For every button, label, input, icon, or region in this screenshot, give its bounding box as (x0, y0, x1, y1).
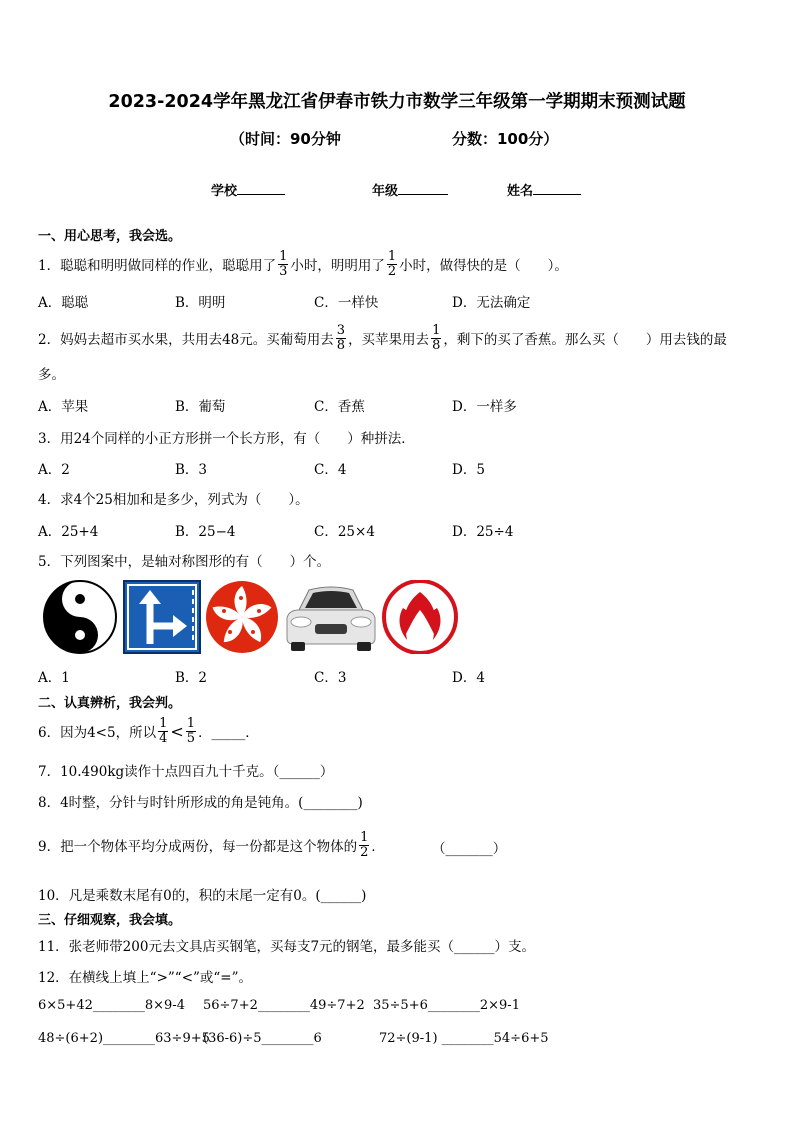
q3-option-a[interactable]: A．2 (38, 462, 70, 478)
fraction: $\frac{1}{3}$ (279, 248, 288, 279)
compare-item[interactable]: (36-6)÷5________6 (203, 1031, 322, 1046)
q2-text-b: ，买苹果用去 (348, 332, 430, 348)
exam-score: 分数：100分） (452, 130, 559, 148)
q1-option-c[interactable]: C．一样快 (314, 295, 379, 311)
q5-option-b[interactable]: B．2 (175, 670, 208, 686)
red-logo-icon (381, 580, 459, 654)
car-icon (283, 580, 379, 654)
q3-option-b[interactable]: B．3 (175, 462, 208, 478)
bauhinia-flower-icon (203, 580, 281, 654)
q1-option-d[interactable]: D．无法确定 (452, 295, 531, 311)
fraction: $\frac{1}{2}$ (387, 248, 397, 279)
grade-label: 年级 (372, 184, 399, 199)
compare-item[interactable]: 48÷(6+2)________63÷9+5 (38, 1031, 210, 1046)
question-1 (38, 244, 568, 284)
traffic-sign-icon (123, 580, 201, 654)
q1-text-b: 小时，明明用了 (290, 258, 385, 274)
school-field[interactable] (211, 180, 285, 199)
q4-option-c[interactable]: C．25×4 (314, 524, 375, 540)
question-6 (38, 712, 259, 750)
school-label: 学校 (211, 184, 238, 199)
question-3: 3．用24个同样的小正方形拼一个长方形，有（ ）种拼法． (38, 431, 415, 447)
q9-text-a: 9．把一个物体平均分成两份，每一份都是这个物体的 (38, 839, 358, 855)
question-11[interactable]: 11．张老师带200元去文具店买钢笔，买每支7元的钢笔，最多能买（______）支。 (38, 939, 536, 955)
q6-text-a: 6．因为4<5，所以 (38, 725, 157, 741)
question-5: 5．下列图案中，是轴对称图形的有（ ）个。 (38, 554, 331, 570)
section-2-heading: 二、认真辨析，我会判。 (38, 696, 182, 711)
q2-option-c[interactable]: C．香蕉 (314, 399, 365, 415)
compare-item[interactable]: 6×5+42________8×9-4 (38, 998, 185, 1013)
q2-text-a: 2．妈妈去超市买水果，共用去48元。买葡萄用去 (38, 332, 334, 348)
compare-item[interactable]: 72÷(9-1) ________54÷6+5 (379, 1031, 549, 1046)
q5-option-d[interactable]: D．4 (452, 670, 485, 686)
grade-blank[interactable] (398, 181, 448, 195)
q1-text-a: 1．聪聪和明明做同样的作业，聪聪用了 (38, 258, 277, 274)
section-3-heading: 三、仔细观察，我会填。 (38, 913, 182, 928)
q1-option-a[interactable]: A．聪聪 (38, 295, 89, 311)
question-8[interactable]: 8．4时整，分针与时针所形成的角是钝角。(________) (38, 795, 363, 811)
q1-option-b[interactable]: B．明明 (175, 295, 226, 311)
question-12: 12．在横线上填上“>”“<”或“=”。 (38, 970, 253, 986)
q3-option-d[interactable]: D．5 (452, 462, 485, 478)
section-1-heading: 一、用心思考，我会选。 (38, 229, 182, 244)
less-than-sign: < (170, 721, 184, 741)
fraction: $\frac{1}{4}$ (159, 715, 168, 746)
q2-option-d[interactable]: D．一样多 (452, 399, 517, 415)
yin-yang-icon (41, 580, 119, 654)
q4-option-d[interactable]: D．25÷4 (452, 524, 514, 540)
question-4: 4．求4个25相加和是多少，列式为（ ）。 (38, 492, 309, 508)
q4-option-b[interactable]: B．25−4 (175, 524, 236, 540)
fraction: $\frac{1}{5}$ (186, 715, 196, 746)
q2-text-c: ，剩下的买了香蕉。那么买（ ）用去钱的最 (443, 332, 727, 348)
q2-text-d: 多。 (38, 367, 65, 383)
name-label: 姓名 (507, 184, 534, 199)
name-blank[interactable] (533, 181, 581, 195)
q4-option-a[interactable]: A．25+4 (38, 524, 99, 540)
q3-option-c[interactable]: C．4 (314, 462, 347, 478)
q2-option-a[interactable]: A．苹果 (38, 399, 89, 415)
name-field[interactable] (507, 180, 581, 199)
q6-text-b[interactable]: ．_____． (198, 725, 259, 741)
fraction: $\frac{3}{8}$ (336, 322, 346, 353)
question-2 (38, 318, 727, 358)
q5-option-a[interactable]: A．1 (38, 670, 70, 686)
q9-answer-blank[interactable]: （_______） (432, 841, 507, 857)
compare-item[interactable]: 56÷7+2________49÷7+2 (203, 998, 365, 1013)
q5-option-c[interactable]: C．3 (314, 670, 347, 686)
q9-text-b: ． (371, 839, 385, 855)
compare-item[interactable]: 35÷5+6________2×9-1 (373, 998, 520, 1013)
question-9 (38, 826, 385, 864)
q1-text-c: 小时，做得快的是（ ）。 (399, 258, 568, 274)
page-title: 2023-2024学年黑龙江省伊春市铁力市数学三年级第一学期期末预测试题 (108, 92, 686, 112)
q2-option-b[interactable]: B．葡萄 (175, 399, 226, 415)
question-7[interactable]: 7．10.490kg读作十点四百九十千克。（______） (38, 764, 334, 780)
exam-time: （时间：90分钟 (230, 130, 341, 148)
fraction: $\frac{1}{2}$ (360, 829, 369, 860)
school-blank[interactable] (237, 181, 285, 195)
fraction: $\frac{1}{8}$ (432, 322, 441, 353)
question-10[interactable]: 10．凡是乘数末尾有0的，积的末尾一定有0。(______) (38, 888, 367, 904)
grade-field[interactable] (372, 180, 448, 199)
